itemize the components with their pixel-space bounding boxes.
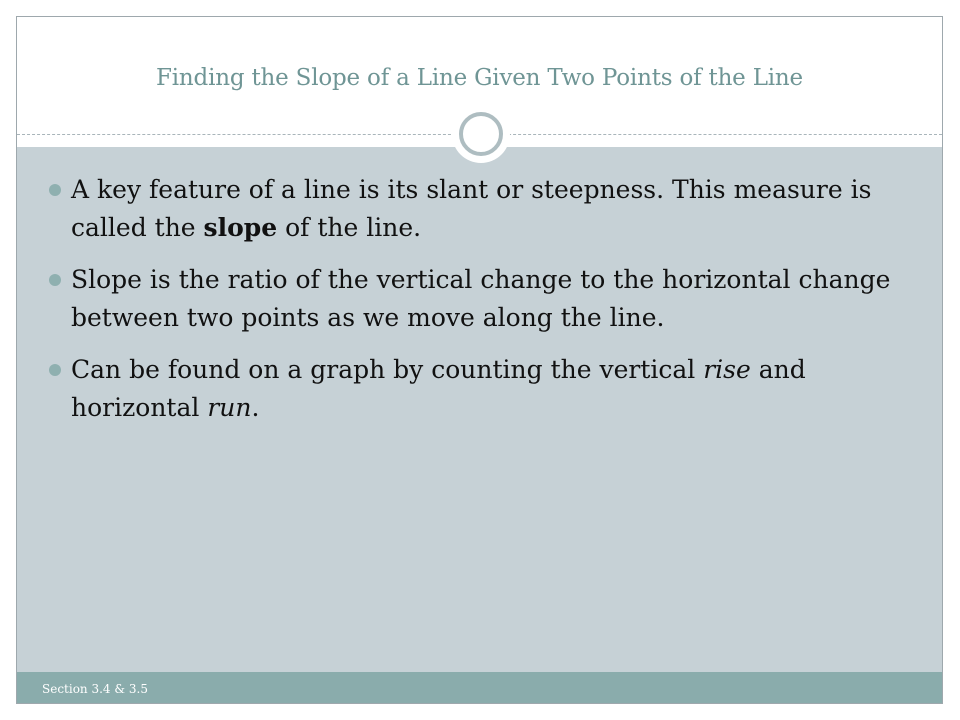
divider-circle-ring [459, 112, 503, 156]
bullet-text: Can be found on a graph by counting the vertical [71, 355, 704, 384]
content-area [17, 147, 942, 672]
bullet-list [47, 171, 917, 441]
footer-section-label: Section 3.4 & 3.5 [42, 682, 148, 696]
bullet-item [47, 351, 917, 427]
bullet-item [47, 261, 917, 337]
bullet-text: . [251, 393, 260, 422]
footer-bar [17, 672, 942, 704]
slide [16, 16, 943, 704]
bullet-dot-icon [49, 184, 61, 196]
bullet-text-bold: slope [203, 213, 278, 242]
bullet-text: of the line. [277, 213, 422, 242]
bullet-text: A key feature of a line is its slant or steepness. This measure is called the [71, 175, 872, 242]
slide-title: Finding the Slope of a Line Given Two Points of the Line [156, 65, 803, 91]
bullet-dot-icon [49, 274, 61, 286]
bullet-text-italic: rise [703, 355, 751, 384]
bullet-dot-icon [49, 364, 61, 376]
bullet-text-italic: run [207, 393, 252, 422]
bullet-text: and horizontal [71, 355, 806, 422]
bullet-text: Slope is the ratio of the vertical change to the horizontal change between two points as we move along the line. [71, 265, 891, 332]
divider-circle-icon [452, 105, 510, 163]
bullet-item [47, 171, 917, 247]
